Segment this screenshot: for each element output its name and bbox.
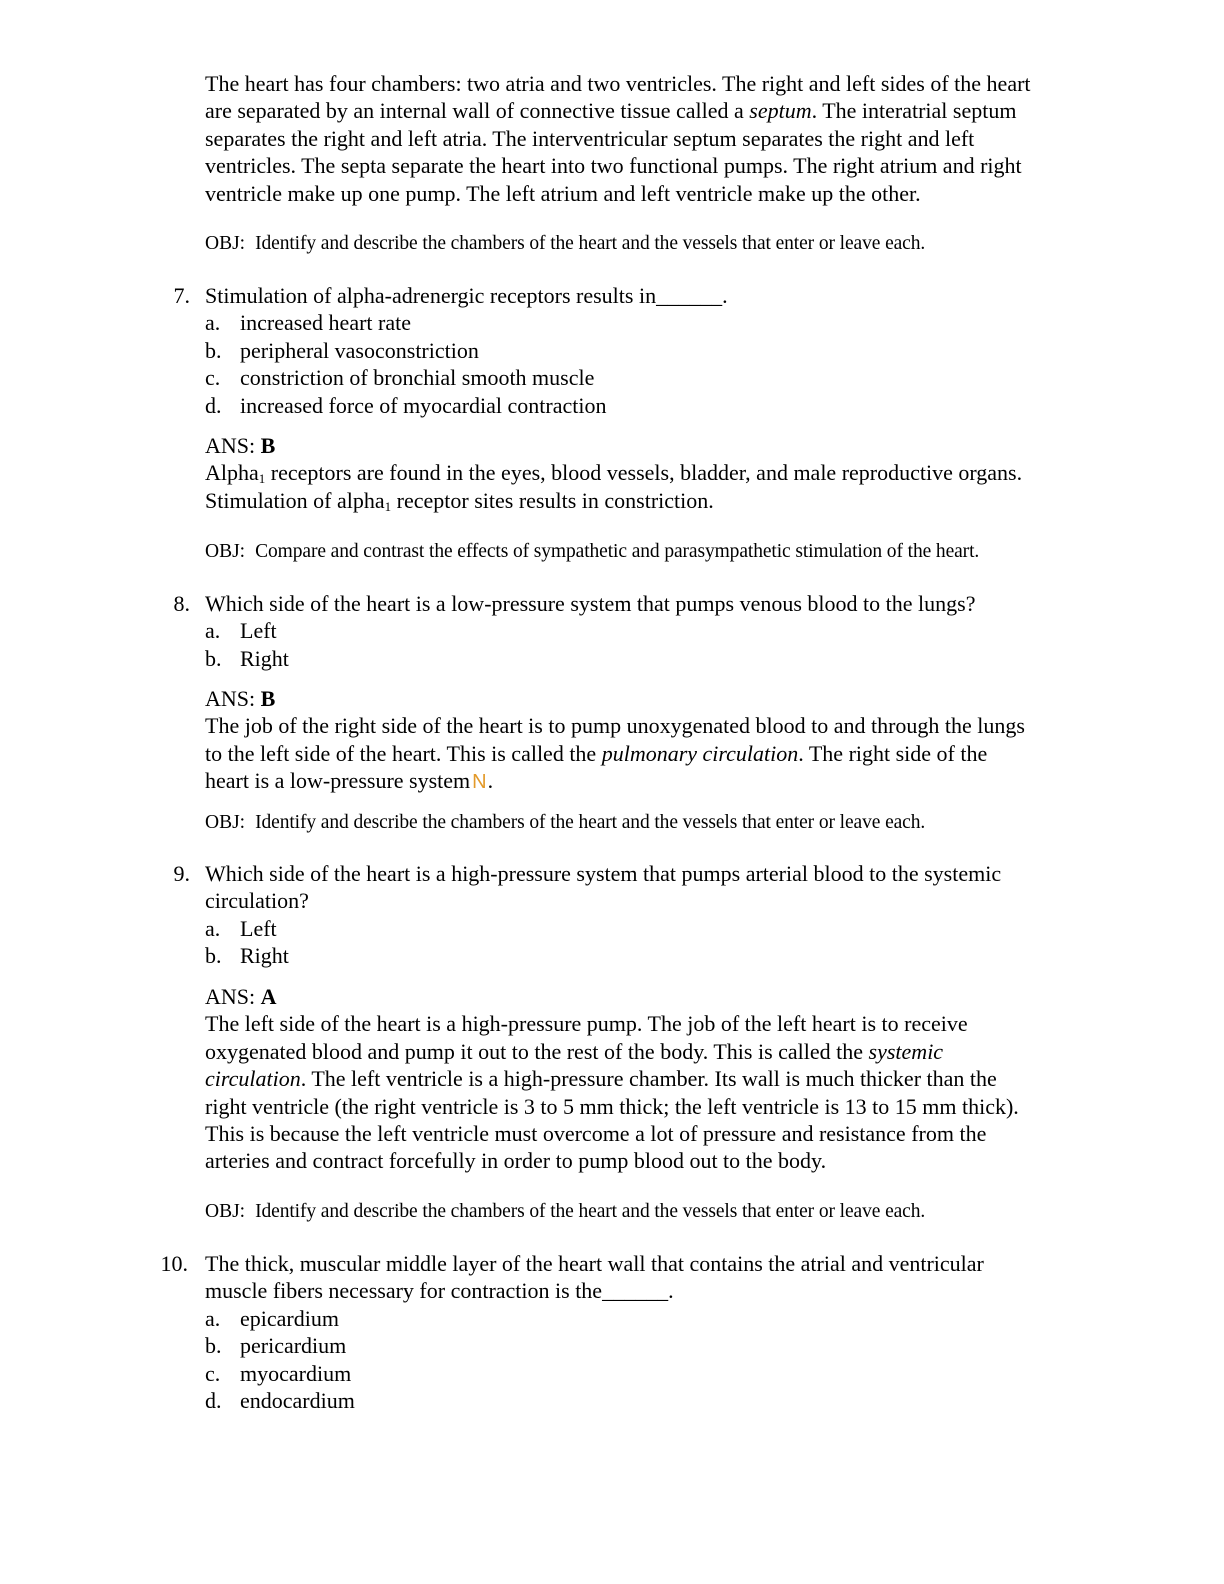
text-segment: arteries and contract forcefully in order to pump blood out to the body. [205, 1148, 827, 1174]
objective-label: OBJ: [205, 233, 246, 254]
question-number: 10. [160, 1251, 188, 1276]
answer-option[interactable] [205, 915, 1001, 942]
text-segment: receptor sites results in constriction. [391, 487, 714, 513]
answer-label: ANS: [205, 433, 256, 458]
objective-label: OBJ: [205, 812, 246, 833]
annotation-mark: N [472, 771, 487, 794]
answer-option[interactable] [205, 392, 728, 419]
option-letter: d. [205, 1387, 222, 1413]
option-text: epicardium [240, 1305, 339, 1331]
text-segment: ventricles. The septa separate the heart into two functional pumps. The right atrium and right [205, 153, 1022, 179]
answer-option[interactable] [205, 1332, 984, 1359]
text-line [205, 97, 1031, 124]
text-segment: receptors are found in the eyes, blood vessels, bladder, and male reproductive organs. [265, 460, 1023, 486]
answer-value: A [260, 984, 277, 1009]
intro-paragraph [205, 70, 1031, 207]
question-stem: The thick, muscular middle layer of the heart wall that contains the atrial and ventricular [205, 1251, 984, 1276]
option-letter: b. [205, 943, 222, 969]
answer-block [205, 685, 1025, 795]
option-text: Left [240, 618, 277, 644]
option-text: endocardium [240, 1387, 355, 1413]
answer-block [205, 983, 1019, 1175]
text-line [205, 740, 1025, 767]
answer-label: ANS: [205, 984, 256, 1009]
question-stem: Which side of the heart is a low-pressure system that pumps venous blood to the lungs? [205, 591, 976, 616]
text-segment: right ventricle (the right ventricle is 3 to 5 mm thick; the left ventricle is 13 to 15 mm thick). [205, 1093, 1019, 1119]
option-letter: b. [205, 645, 222, 671]
text-line [205, 459, 1022, 486]
option-letter: a. [205, 915, 221, 941]
answer-option[interactable] [205, 309, 728, 336]
option-letter: d. [205, 392, 222, 418]
text-line [205, 1065, 1019, 1092]
option-text: peripheral vasoconstriction [240, 337, 479, 363]
answer-option[interactable] [205, 1360, 984, 1387]
question-stem: Stimulation of alpha-adrenergic receptors results in______. [205, 283, 728, 308]
text-segment: heart is a low-pressure system [205, 768, 471, 794]
objective-text: Identify and describe the chambers of the heart and the vessels that enter or leave each. [255, 812, 926, 833]
text-segment: This is because the left ventricle must overcome a lot of pressure and resistance from the [205, 1120, 987, 1146]
text-segment: Alpha [205, 460, 259, 486]
answer-value: B [260, 686, 276, 711]
text-line [205, 1038, 1019, 1065]
option-text: Left [240, 915, 277, 941]
option-text: increased heart rate [240, 310, 411, 336]
text-segment: The heart has four chambers: two atria and two ventricles. The right and left sides of the heart [205, 71, 1031, 96]
objective-text: Identify and describe the chambers of the heart and the vessels that enter or leave each. [255, 1201, 926, 1222]
answer-option[interactable] [205, 617, 975, 644]
text-line [205, 125, 1031, 152]
text-line [205, 180, 1031, 207]
question-number: 7. [173, 283, 190, 308]
text-line [205, 1093, 1019, 1120]
option-text: myocardium [240, 1360, 352, 1386]
text-segment: The job of the right side of the heart is to pump unoxygenated blood to and through the lungs [205, 713, 1025, 739]
text-segment: . The interatrial septum [811, 98, 1017, 124]
text-line [205, 1010, 1019, 1037]
option-text: Right [240, 645, 289, 671]
answer-option[interactable] [205, 942, 1001, 969]
objective [205, 232, 925, 256]
option-letter: c. [205, 365, 221, 391]
objective-label: OBJ: [205, 541, 246, 562]
text-segment: separates the right and left atria. The interventricular septum separates the right and left [205, 125, 975, 151]
italic-term: septum [749, 98, 812, 124]
text-segment: The left side of the heart is a high-pressure pump. The job of the left heart is to receive [205, 1011, 968, 1037]
text-line [205, 1120, 1019, 1147]
text-line [205, 1147, 1019, 1174]
italic-term: pulmonary circulation [601, 740, 799, 766]
answer-option[interactable] [205, 1305, 984, 1332]
option-letter: c. [205, 1360, 221, 1386]
text-line [205, 712, 1025, 739]
objective-text: Identify and describe the chambers of the heart and the vessels that enter or leave each. [255, 233, 926, 254]
question-stem: circulation? [205, 888, 309, 914]
question-9 [205, 860, 1001, 970]
text-segment: . The right side of the [798, 740, 988, 766]
objective [205, 1200, 925, 1224]
answer-option[interactable] [205, 364, 728, 391]
text-segment: are separated by an internal wall of connective tissue called a [205, 98, 750, 124]
answer-option[interactable] [205, 645, 975, 672]
question-10 [205, 1250, 984, 1414]
option-letter: a. [205, 1305, 221, 1331]
option-text: constriction of bronchial smooth muscle [240, 365, 595, 391]
objective [205, 811, 925, 835]
option-letter: b. [205, 337, 222, 363]
text-line [205, 152, 1031, 179]
italic-term: systemic [868, 1038, 944, 1064]
option-letter: b. [205, 1333, 222, 1359]
answer-option[interactable] [205, 1387, 984, 1414]
text-line [205, 487, 1022, 514]
objective [205, 540, 979, 564]
objective-text: Compare and contrast the effects of sympathetic and parasympathetic stimulation of the heart. [255, 541, 980, 562]
question-number: 9. [173, 861, 190, 886]
text-segment: to the left side of the heart. This is called the [205, 740, 602, 766]
answer-line [205, 685, 1025, 712]
answer-line [205, 432, 1022, 459]
objective-label: OBJ: [205, 1201, 246, 1222]
option-text: pericardium [240, 1333, 347, 1359]
text-segment: 1 [258, 471, 266, 487]
question-number: 8. [173, 591, 190, 616]
question-stem: muscle fibers necessary for contraction is the______. [205, 1278, 674, 1304]
text-segment: oxygenated blood and pump it out to the rest of the body. This is called the [205, 1038, 869, 1064]
answer-option[interactable] [205, 337, 728, 364]
text-segment: ventricle make up one pump. The left atrium and left ventricle make up the other. [205, 180, 921, 206]
question-stem: Which side of the heart is a high-pressure system that pumps arterial blood to the systemic [205, 861, 1002, 886]
text-segment: Stimulation of alpha [205, 487, 385, 513]
text-line [205, 70, 1031, 97]
option-letter: a. [205, 310, 221, 336]
option-text: increased force of myocardial contraction [240, 392, 607, 418]
answer-value: B [260, 433, 276, 458]
answer-line [205, 983, 1019, 1010]
text-line [205, 767, 1025, 794]
text-segment: 1 [384, 498, 392, 514]
text-segment: . The left ventricle is a high-pressure chamber. Its wall is much thicker than the [300, 1066, 997, 1092]
italic-term: circulation [205, 1066, 301, 1092]
question-8 [205, 590, 975, 672]
text-segment: . [487, 768, 494, 794]
option-text: Right [240, 943, 289, 969]
answer-block [205, 432, 1022, 514]
answer-label: ANS: [205, 686, 256, 711]
question-7 [205, 282, 728, 419]
option-letter: a. [205, 618, 221, 644]
